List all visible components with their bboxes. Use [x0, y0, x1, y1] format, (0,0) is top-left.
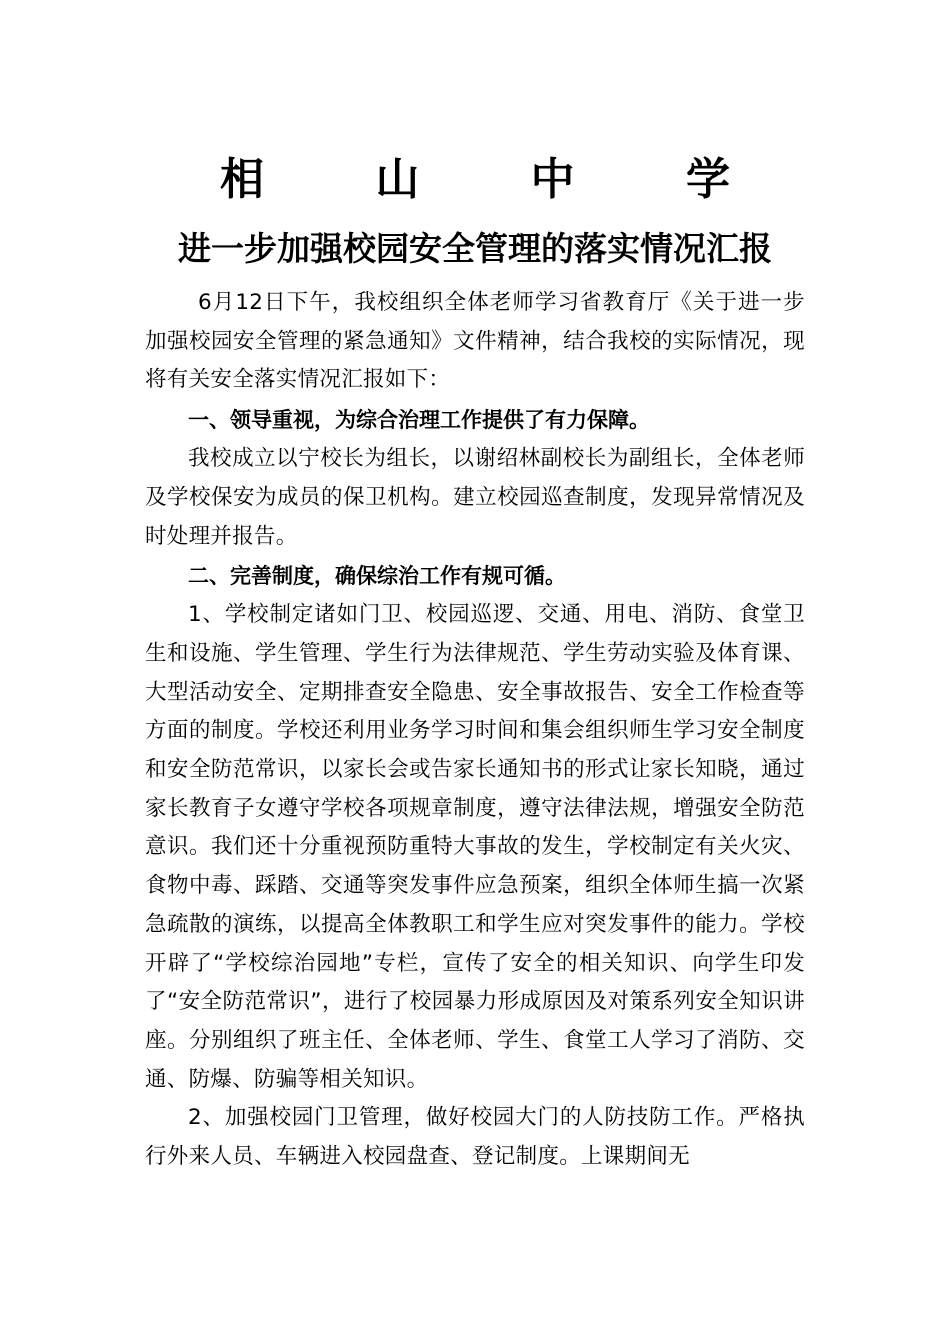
section1-heading: 一、领导重视，为综合治理工作提供了有力保障。 — [188, 408, 650, 433]
school-name-title: 相 山 中 学 — [220, 154, 778, 205]
section2-heading: 二、完善制度，确保综治工作有规可循。 — [188, 564, 566, 589]
document-body — [145, 284, 805, 1177]
report-title: 进一步加强校园安全管理的落实情况汇报 — [178, 229, 772, 268]
section2-item2-paragraph: 2、加强校园门卫管理，做好校园大门的人防技防工作。严格执行外来人员、车辆进入校园盘查、登记制度。上课期间无 — [145, 1105, 805, 1170]
section1-paragraph: 我校成立以宁校长为组长，以谢绍林副校长为副组长，全体老师及学校保安为成员的保卫机构。建立校园巡查制度，发现异常情况及时处理并报告。 — [145, 446, 805, 549]
intro-paragraph: 6月12日下午，我校组织全体老师学习省教育厅《关于进一步加强校园安全管理的紧急通知》文件精神，结合我校的实际情况，现将有关安全落实情况汇报如下： — [145, 290, 805, 393]
section2-item1-paragraph: 1、学校制定诸如门卫、校园巡逻、交通、用电、消防、食堂卫生和设施、学生管理、学生行为法律规范、学生劳动实验及体育课、大型活动安全、定期排查安全隐患、安全事故报告、安全工作检查等方面的制度。学校还利用业务学习时间和集会组织师生学习安全制度和安全防范常识，以家长会或告家长通知书的形式让家长知晓，通过家长教育子女遵守学校各项规章制度，遵守法律法规，增强安全防范意识。我们还十分重视预防重特大事故的发生，学校制定有关火灾、食物中毒、踩踏、交通等突发事件应急预案，组织全体师生搞一次紧急疏散的演练，以提高全体教职工和学生应对突发事件的能力。学校开辟了“学校综治园地”专栏，宣传了安全的相关知识、向学生印发了“安全防范常识”，进行了校园暴力形成原因及对策系列安全知识讲座。分别组织了班主任、全体老师、学生、食堂工人学习了消防、交通、防爆、防骗等相关知识。 — [145, 602, 805, 1092]
